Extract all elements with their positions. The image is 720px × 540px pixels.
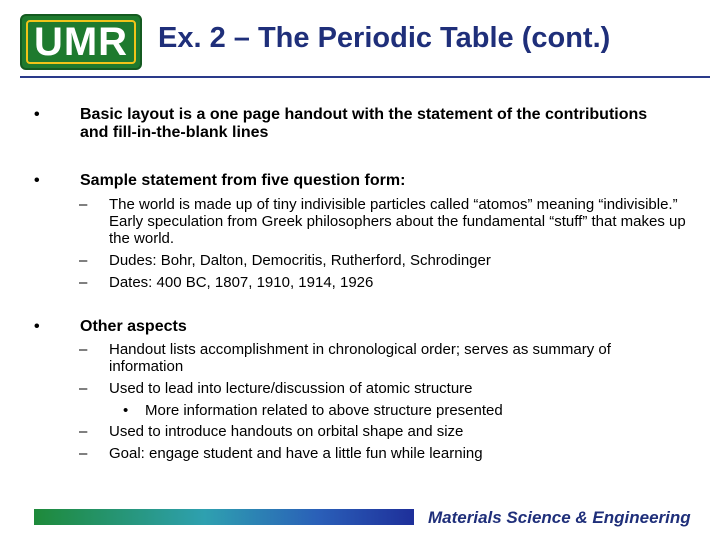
- bullet-2-sub-1-text: The world is made up of tiny indivisible particles called “atomos” meaning “indivisible.” Early speculation from Greek philosophers about the fundamental “stuff” that makes up the world.: [109, 196, 686, 247]
- bullet-3-sub-3-mark: –: [79, 423, 88, 440]
- bullet-2-sub-1-mark: –: [79, 196, 88, 213]
- bullet-3-sub-2-sub-1-text: More information related to above structure presented: [145, 402, 503, 419]
- bullet-2-sub-2-text: Dudes: Bohr, Dalton, Democritis, Rutherford, Schrodinger: [109, 252, 491, 269]
- bullet-3-sub-2-sub-1-mark: •: [123, 402, 129, 419]
- footer-text: Materials Science & Engineering: [428, 508, 691, 527]
- bullet-3-sub-2-mark: –: [79, 380, 88, 397]
- bullet-3-sub-2: [79, 380, 689, 397]
- bullet-2-sub-2: [79, 252, 689, 269]
- bullet-2-mark: •: [34, 172, 40, 189]
- bullet-1-text: Basic layout is a one page handout with the statement of the contributions and fill-in-the-blank lines: [80, 106, 648, 141]
- footer-gradient-bar: [34, 509, 414, 525]
- bullet-3-sub-3: [79, 423, 689, 440]
- bullet-3-sub-4-mark: –: [79, 445, 88, 462]
- bullet-3-sub-1: [79, 341, 629, 375]
- bullet-1-mark: •: [34, 106, 40, 123]
- bullet-2-text: Sample statement from five question form:: [80, 172, 406, 189]
- bullet-3-sub-4: [79, 445, 689, 462]
- bullet-3-mark: •: [34, 318, 40, 335]
- bullet-3: [34, 318, 680, 336]
- bullet-3-sub-2-text: Used to lead into lecture/discussion of atomic structure: [109, 380, 473, 397]
- bullet-1: [34, 106, 680, 142]
- bullet-3-sub-1-mark: –: [79, 341, 88, 358]
- slide-title: Ex. 2 – The Periodic Table (cont.): [158, 22, 611, 54]
- bullet-2: [34, 172, 680, 190]
- bullet-2-sub-3-mark: –: [79, 274, 88, 291]
- bullet-3-sub-3-text: Used to introduce handouts on orbital shape and size: [109, 423, 464, 440]
- bullet-3-text: Other aspects: [80, 318, 187, 335]
- bullet-2-sub-3: [79, 274, 689, 291]
- bullet-3-sub-4-text: Goal: engage student and have a little fun while learning: [109, 445, 483, 462]
- bullet-3-sub-1-text: Handout lists accomplishment in chronological order; serves as summary of information: [109, 341, 611, 375]
- logo-text: UMR: [33, 20, 129, 64]
- bullet-2-sub-2-mark: –: [79, 252, 88, 269]
- bullet-3-sub-2-sub-1: [123, 402, 685, 419]
- bullet-2-sub-3-text: Dates: 400 BC, 1807, 1910, 1914, 1926: [109, 274, 374, 291]
- bullet-2-sub-1: [79, 196, 689, 247]
